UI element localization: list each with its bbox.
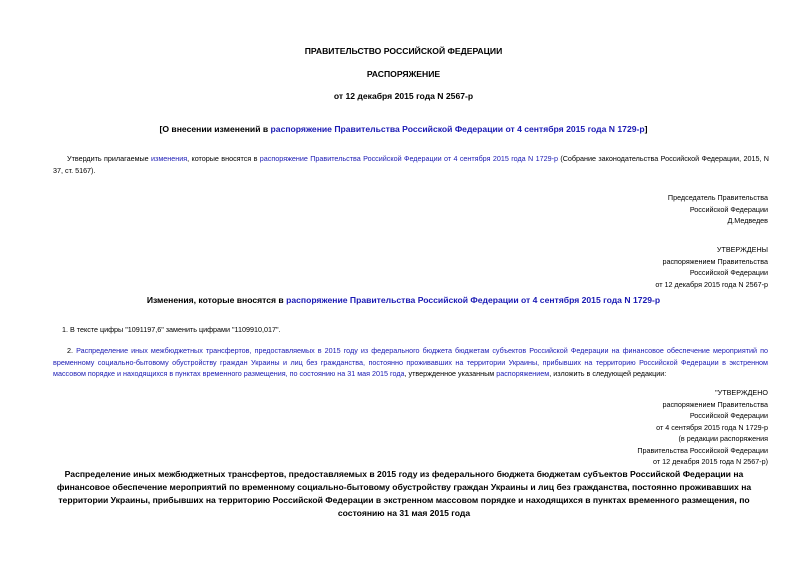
changes-title-prefix: Изменения, которые вносятся в <box>146 295 287 305</box>
signature-line: Председатель Правительства <box>667 193 768 202</box>
item-2-link-order[interactable]: распоряжением <box>496 369 550 378</box>
heading-prefix: [О внесении изменений в <box>159 124 271 134</box>
document-date-number: от 12 декабря 2015 года N 2567-р <box>333 91 474 101</box>
changes-title <box>0 295 807 305</box>
approval-stamp-2 <box>637 387 768 468</box>
intro-text-3: (Собрание законодательства Российской Федерации, 2015, N 37, ст. 5167). <box>53 154 769 175</box>
approval-line: Российской Федерации <box>689 411 768 420</box>
intro-text-2: , которые вносятся в <box>187 154 260 163</box>
item-2-text-1: , утвержденное указанным <box>404 369 497 378</box>
item-1: 1. В тексте цифры "1091197,6" заменить цифрами "1109910,017". <box>62 325 281 334</box>
item-2-text-2: , изложить в следующей редакции: <box>549 369 667 378</box>
approval-line: (в редакции распоряжения <box>678 434 768 443</box>
intro-text-1: Утвердить прилагаемые <box>67 154 152 163</box>
heading-link[interactable]: распоряжение Правительства Российской Федерации от 4 сентября 2015 года N 1729-р <box>270 124 645 134</box>
item-2-link-distribution[interactable]: Распределение иных межбюджетных трансфертов, предоставляемых в 2015 году из федерального бюджета бюджетам субъектов Российской Федерации на финансовое обеспечение мероприятий по временному социально-бытовому обустройству граждан Украины и лиц без гражданства, постоянно проживавших на территории Украины, прибывших на территорию Российской Федерации в экстренном массовом порядке и находящихся в пунктах временного размещения, по состоянию на 31 мая 2015 года <box>53 346 768 378</box>
signature-line: Российской Федерации <box>689 204 768 214</box>
intro-link-changes[interactable]: изменения <box>151 154 188 163</box>
distribution-title: Распределение иных межбюджетных трансфертов, предоставляемых в 2015 году из федерального бюджета бюджетам субъектов Российской Федерации на финансовое обеспечение мероприятий по временному социально-бытовому обустройству граждан Украины и лиц без гражданства, постоянно проживавших на территории Украины, прибывших на территорию Российской Федерации в экстренном массовом порядке и находящихся в пунктах временного размещения, по состоянию на 31 мая 2015 года <box>56 469 752 518</box>
intro-paragraph <box>53 153 769 176</box>
approval-line: "УТВЕРЖДЕНО <box>715 388 768 397</box>
approval-line: УТВЕРЖДЕНЫ <box>716 245 768 254</box>
approval-line: от 4 сентября 2015 года N 1729-р <box>656 422 768 432</box>
signature-name: Д.Медведев <box>727 216 768 225</box>
document-heading <box>0 124 807 134</box>
approval-line: Российской Федерации <box>689 268 768 277</box>
approval-line: распоряжением Правительства <box>662 399 768 409</box>
item-2-number: 2. <box>67 346 77 355</box>
heading-suffix: ] <box>644 124 648 134</box>
approval-line: от 12 декабря 2015 года N 2567-р <box>655 279 768 289</box>
approval-stamp <box>655 244 768 290</box>
document-type: РАСПОРЯЖЕНИЕ <box>366 69 441 79</box>
approval-line: от 12 декабря 2015 года N 2567-р) <box>653 457 768 466</box>
approval-line: Правительства Российской Федерации <box>637 445 768 455</box>
approval-line: распоряжением Правительства <box>662 256 768 266</box>
intro-link-order[interactable]: распоряжение Правительства Российской Федерации от 4 сентября 2015 года N 1729-р <box>259 154 558 163</box>
item-2 <box>53 345 768 380</box>
signature-block <box>668 192 768 227</box>
government-title: ПРАВИТЕЛЬСТВО РОССИЙСКОЙ ФЕДЕРАЦИИ <box>304 46 503 56</box>
changes-title-link[interactable]: распоряжение Правительства Российской Федерации от 4 сентября 2015 года N 1729-р <box>286 295 661 305</box>
